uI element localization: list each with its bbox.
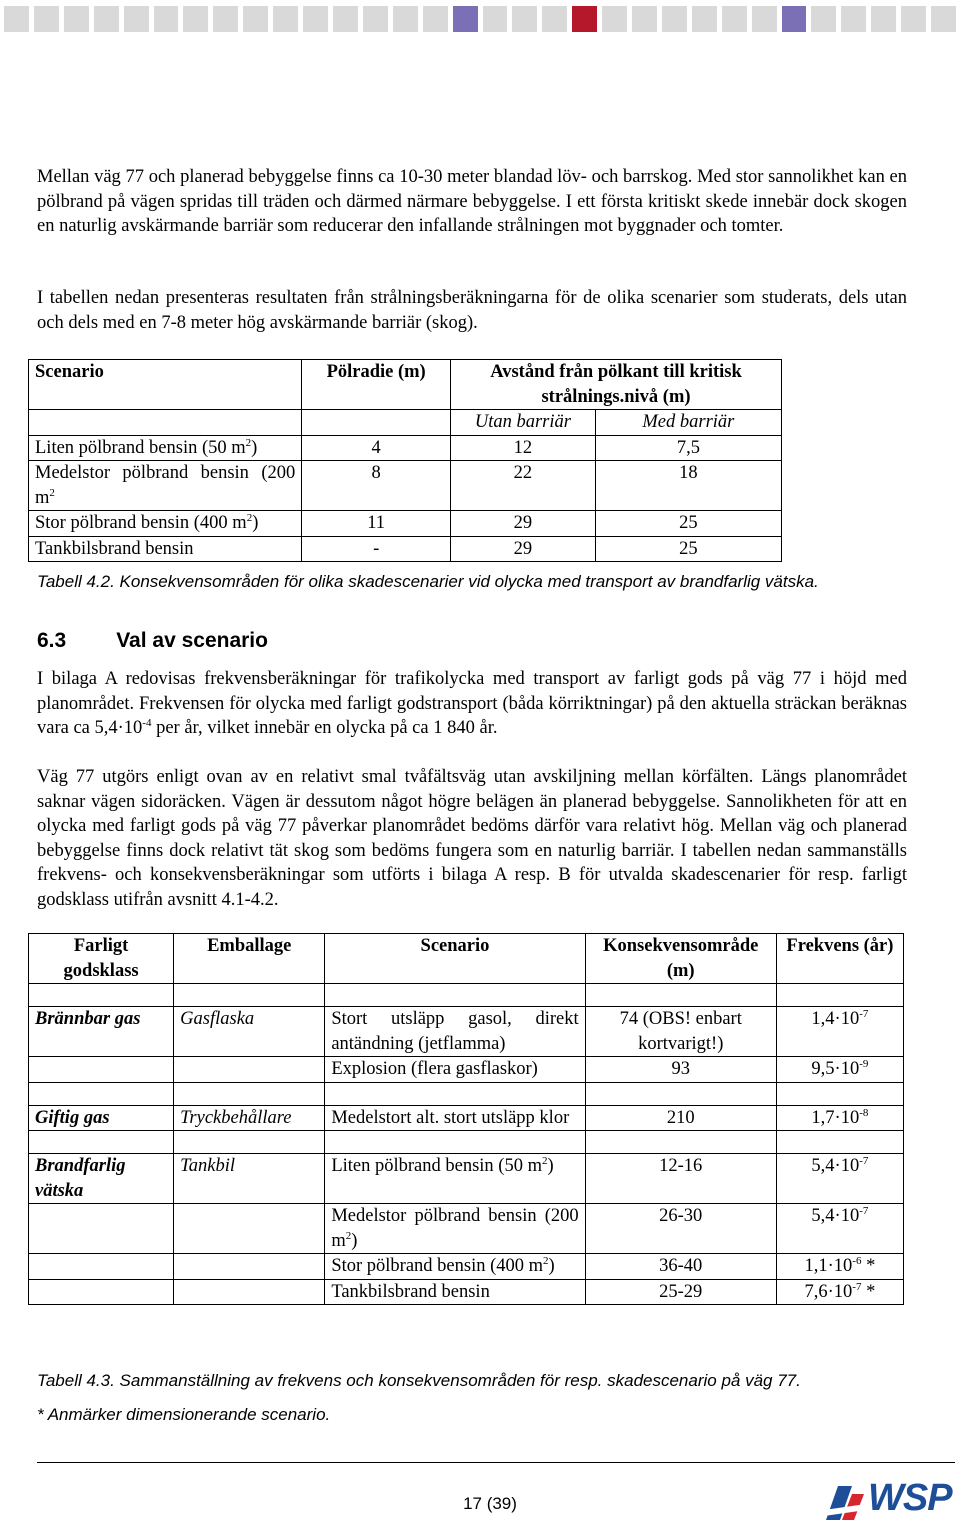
- col-header-scenario: Scenario: [29, 360, 302, 410]
- section-title: Val av scenario: [116, 629, 268, 652]
- frequency-base: 9,5·10: [811, 1059, 860, 1079]
- frequency-exponent: -7: [859, 1205, 869, 1217]
- paragraph-frequency: [37, 667, 907, 741]
- paragraph-frequency-text-b: per år, vilket innebär en olycka på ca 1 840 år.: [151, 718, 498, 738]
- frequency-base: 1,7·10: [811, 1107, 860, 1128]
- header-square: [243, 6, 268, 32]
- scenario-text-end: ): [351, 1230, 358, 1251]
- table-row: [29, 1279, 904, 1305]
- cell-without-barrier: 29: [451, 511, 596, 537]
- frequency-exponent: -7: [859, 1155, 869, 1167]
- spacer-cell: [29, 1131, 174, 1154]
- cell-goods-class-empty: [29, 1279, 174, 1305]
- scenario-superscript: 2: [49, 486, 55, 499]
- table-row: [29, 1254, 904, 1280]
- spacer-cell: [29, 984, 174, 1007]
- header-square: [393, 6, 418, 32]
- cell-goods-class-empty: [29, 1204, 174, 1254]
- header-square: [692, 6, 717, 32]
- cell-packaging-empty: [174, 1057, 325, 1083]
- header-square: [303, 6, 328, 32]
- cell-frequency: [776, 1279, 903, 1305]
- cell-scenario: [325, 1007, 585, 1057]
- header-square: [124, 6, 149, 32]
- header-square: [602, 6, 627, 32]
- header-square: [213, 6, 238, 32]
- scenario-text: Medelstor pölbrand bensin (200 m: [331, 1206, 579, 1251]
- col-header-goods-class: Farligt godsklass: [29, 934, 174, 984]
- header-color-squares: [4, 6, 956, 32]
- header-square: [811, 6, 836, 32]
- spacer-cell: [174, 984, 325, 1007]
- header-square: [4, 6, 29, 32]
- frequency-exponent: -7: [859, 1008, 869, 1020]
- wsp-logo-mark-icon: [822, 1476, 868, 1524]
- header-square: [841, 6, 866, 32]
- cell-frequency: [776, 1057, 903, 1083]
- cell-scenario: [29, 536, 302, 562]
- cell-packaging: Tryckbehållare: [174, 1105, 325, 1131]
- header-square: [483, 6, 508, 32]
- wsp-logo: [822, 1476, 958, 1524]
- scenario-text: Stort utsläpp gasol, direkt antändning (jetflamma): [331, 1009, 579, 1054]
- cell-consequence: 93: [585, 1057, 776, 1083]
- col-header-frequency: Frekvens (år): [776, 934, 903, 984]
- frequency-consequence-table: [28, 933, 904, 1305]
- cell-with-barrier: 7,5: [595, 435, 781, 461]
- header-square: [782, 6, 807, 32]
- cell-scenario: [325, 1154, 585, 1204]
- header-square: [64, 6, 89, 32]
- section-heading: [37, 629, 268, 653]
- table-caption-4-3: Tabell 4.3. Sammanställning av frekvens och konsekvensområden för resp. skadescenario på väg 77.: [37, 1371, 801, 1390]
- col-header-distance: Avstånd från pölkant till kritisk strålnings.nivå (m): [451, 360, 782, 410]
- scenario-text-end: ): [547, 1156, 554, 1176]
- table-footnote: * Anmärker dimensionerande scenario.: [37, 1405, 331, 1424]
- header-square: [871, 6, 896, 32]
- cell-scenario: [325, 1254, 585, 1280]
- cell-scenario: [29, 461, 302, 511]
- cell-consequence: 74 (OBS! enbart kortvarigt!): [585, 1007, 776, 1057]
- cell-frequency: [776, 1254, 903, 1280]
- header-square: [453, 6, 478, 32]
- frequency-base: 7,6·10: [804, 1281, 853, 1302]
- section-number: 6.3: [37, 629, 67, 652]
- paragraph-road-description: Väg 77 utgörs enligt ovan av en relativt smal tvåfältsväg utan avskiljning mellan körfälten. Längs planområdet saknar vägen sidoräcken. Vägen är dessutom något högre belägen än planerad bebyggelse. Sannolikheten för att en olycka med farligt gods på väg 77 påverkar planområdet bedöms därför vara relativt hög. Mellan väg och planerad bebyggelse finns dock relativt tät skog som bedöms fungera som en naturlig barriär. I tabellen nedan sammanställs frekvens- och konsekvensberäkningar som utförts i bilaga A resp. B för utvalda skadescenarier för resp. farligt godsklass utifrån avsnitt 4.1-4.2.: [37, 767, 907, 910]
- scenario-superscript: 2: [246, 512, 253, 524]
- spacer-cell: [174, 1082, 325, 1105]
- cell-consequence: 25-29: [585, 1279, 776, 1305]
- header-square: [512, 6, 537, 32]
- cell-pool-radius: 11: [302, 511, 451, 537]
- header-square: [572, 6, 597, 32]
- spacer-cell: [585, 984, 776, 1007]
- table-caption-4-2: Tabell 4.2. Konsekvensområden för olika skadescenarier vid olycka med transport av brandfarlig vätska.: [37, 572, 819, 591]
- spacer-cell: [776, 984, 903, 1007]
- cell-frequency: [776, 1105, 903, 1131]
- table-row: [29, 1057, 904, 1083]
- frequency-exponent: -7: [852, 1280, 862, 1293]
- paragraph-frequency-text-a: I bilaga A redovisas frekvensberäkningar för trafikolycka med transport av farligt gods på väg 77 i höjd med planområdet. Frekvensen för olycka med farligt godstransport (båda körriktningar) på den aktuella sträckan beräknas vara ca 5,4·10: [37, 669, 907, 738]
- cell-without-barrier: 12: [451, 435, 596, 461]
- cell-goods-class-empty: [29, 1254, 174, 1280]
- frequency-base: 1,1·10: [804, 1256, 853, 1276]
- spacer-cell: [585, 1131, 776, 1154]
- spacer-cell: [776, 1082, 903, 1105]
- cell-consequence: 210: [585, 1105, 776, 1131]
- scenario-text: Medelstor pölbrand bensin (200 m: [35, 463, 296, 508]
- footer-rule: [37, 1462, 955, 1463]
- spacer-cell: [29, 1082, 174, 1105]
- header-square: [752, 6, 777, 32]
- frequency-base: 5,4·10: [811, 1156, 860, 1176]
- scenario-text-end: ): [251, 437, 258, 458]
- scenario-text: Liten pölbrand bensin (50 m: [331, 1156, 542, 1176]
- scenario-superscript: 2: [541, 1155, 548, 1167]
- cell-pool-radius: 8: [302, 461, 451, 511]
- header-square: [34, 6, 59, 32]
- scenario-text: Stor pölbrand bensin (400 m: [35, 513, 247, 533]
- scenario-text: Medelstort alt. stort utsläpp klor: [331, 1107, 570, 1128]
- header-square: [363, 6, 388, 32]
- spacer-cell: [174, 1131, 325, 1154]
- cell-with-barrier: 18: [595, 461, 781, 511]
- table-spacer-row: [29, 1082, 904, 1105]
- radiation-results-table: [28, 359, 782, 562]
- table-subheader-row: [29, 410, 782, 436]
- header-square: [901, 6, 926, 32]
- cell-goods-class: Giftig gas: [29, 1105, 174, 1131]
- cell-with-barrier: 25: [595, 511, 781, 537]
- col-header-consequence: Konsekvensområde (m): [585, 934, 776, 984]
- cell-goods-class-empty: [29, 1057, 174, 1083]
- subheader-without-barrier: Utan barriär: [451, 410, 596, 436]
- cell-consequence: 36-40: [585, 1254, 776, 1280]
- cell-scenario: [325, 1057, 585, 1083]
- cell-scenario: [29, 435, 302, 461]
- scenario-superscript: 2: [345, 1229, 352, 1242]
- header-square: [154, 6, 179, 32]
- table-row: [29, 1154, 904, 1204]
- cell-packaging-empty: [174, 1204, 325, 1254]
- col-header-pool-radius: Pölradie (m): [302, 360, 451, 410]
- scenario-superscript: 2: [245, 436, 252, 449]
- frequency-exponent: -6: [852, 1255, 862, 1267]
- table-row: [29, 511, 782, 537]
- page-number: 17 (39): [463, 1494, 517, 1513]
- scenario-text-end: ): [548, 1256, 555, 1276]
- cell-pool-radius: 4: [302, 435, 451, 461]
- col-header-scenario: Scenario: [325, 934, 585, 984]
- frequency-note: *: [861, 1281, 876, 1302]
- header-square: [931, 6, 956, 32]
- frequency-base: 5,4·10: [811, 1206, 860, 1226]
- paragraph-forest-barrier: Mellan väg 77 och planerad bebyggelse finns ca 10-30 meter blandad löv- och barrskog. Med stor sannolikhet kan en pölbrand på vägen spridas till träden och därmed närmare bebyggelse. I ett första kritiskt skede innebär dock skogen en naturlig avskärmande barriär som reducerar den infallande strålningen mot byggnader och tomter.: [37, 167, 907, 236]
- cell-consequence: 26-30: [585, 1204, 776, 1254]
- frequency-base: 1,4·10: [811, 1009, 860, 1029]
- table-row: [29, 461, 782, 511]
- paragraph-frequency-exponent: -4: [142, 717, 152, 729]
- spacer-cell: [325, 1131, 585, 1154]
- scenario-text: Liten pölbrand bensin (50 m: [35, 437, 246, 458]
- wsp-logo-text: WSP: [868, 1477, 952, 1519]
- cell-scenario: [325, 1105, 585, 1131]
- header-square: [632, 6, 657, 32]
- frequency-note: *: [861, 1256, 876, 1276]
- col-header-packaging: Emballage: [174, 934, 325, 984]
- cell-scenario: [325, 1279, 585, 1305]
- cell-packaging: Gasflaska: [174, 1007, 325, 1057]
- header-square: [542, 6, 567, 32]
- table-row: [29, 536, 782, 562]
- cell-packaging-empty: [174, 1254, 325, 1280]
- table-row: [29, 1105, 904, 1131]
- table-row: [29, 1007, 904, 1057]
- spacer-cell: [325, 984, 585, 1007]
- spacer-cell: [325, 1082, 585, 1105]
- header-square: [722, 6, 747, 32]
- cell-packaging-empty: [174, 1279, 325, 1305]
- scenario-text: Tankbilsbrand bensin: [331, 1281, 490, 1302]
- paragraph-table-intro: I tabellen nedan presenteras resultaten från strålningsberäkningarna för de olika scenarier som studerats, dels utan och dels med en 7-8 meter hög avskärmande barriär (skog).: [37, 288, 907, 333]
- cell-goods-class: Brännbar gas: [29, 1007, 174, 1057]
- table-spacer-row: [29, 984, 904, 1007]
- cell-with-barrier: 25: [595, 536, 781, 562]
- cell-goods-class: Brandfarlig vätska: [29, 1154, 174, 1204]
- table-row: [29, 435, 782, 461]
- header-square: [183, 6, 208, 32]
- cell-frequency: [776, 1007, 903, 1057]
- cell-scenario: [325, 1204, 585, 1254]
- cell-without-barrier: 22: [451, 461, 596, 511]
- cell-consequence: 12-16: [585, 1154, 776, 1204]
- cell-scenario: [29, 511, 302, 537]
- cell-frequency: [776, 1204, 903, 1254]
- spacer-cell: [585, 1082, 776, 1105]
- table-row: [29, 1204, 904, 1254]
- header-square: [333, 6, 358, 32]
- scenario-text-end: ): [252, 513, 259, 533]
- header-square: [94, 6, 119, 32]
- frequency-exponent: -9: [859, 1058, 869, 1070]
- scenario-text: Explosion (flera gasflaskor): [331, 1059, 538, 1079]
- table-header-row: [29, 934, 904, 984]
- cell-without-barrier: 29: [451, 536, 596, 562]
- table-spacer-row: [29, 1131, 904, 1154]
- scenario-superscript: 2: [543, 1255, 549, 1267]
- cell-pool-radius: -: [302, 536, 451, 562]
- header-square: [273, 6, 298, 32]
- cell-frequency: [776, 1154, 903, 1204]
- header-square: [423, 6, 448, 32]
- cell-packaging: Tankbil: [174, 1154, 325, 1204]
- frequency-exponent: -8: [859, 1106, 869, 1119]
- table-header-row: [29, 360, 782, 410]
- spacer-cell: [776, 1131, 903, 1154]
- scenario-text: Tankbilsbrand bensin: [35, 538, 194, 559]
- subheader-with-barrier: Med barriär: [595, 410, 781, 436]
- header-square: [662, 6, 687, 32]
- scenario-text: Stor pölbrand bensin (400 m: [331, 1256, 544, 1276]
